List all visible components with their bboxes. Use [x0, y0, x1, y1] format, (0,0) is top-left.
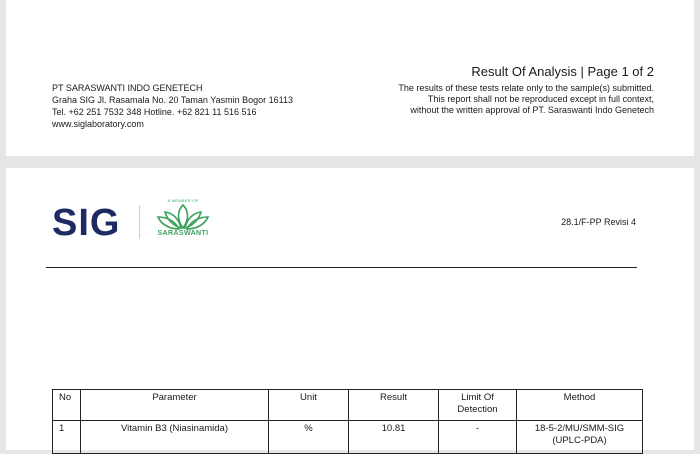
- company-address: Graha SIG Jl. Rasamala No. 20 Taman Yasmin Bogor 16113: [52, 95, 293, 105]
- cell-result: 10.81: [349, 421, 439, 454]
- company-info: [52, 82, 293, 130]
- cell-lod: -: [439, 421, 517, 454]
- report-page-2: [6, 168, 694, 450]
- disclaimer-line: without the written approval of PT. Saraswanti Indo Genetech: [410, 105, 654, 115]
- company-name: PT SARASWANTI INDO GENETECH: [52, 83, 203, 93]
- col-header-no: No: [53, 390, 81, 421]
- logo-divider: [139, 205, 140, 239]
- header-rule: [46, 267, 637, 268]
- sig-logo: SIG: [52, 202, 121, 244]
- table-header-row: [53, 390, 643, 421]
- col-header-parameter: Parameter: [81, 390, 269, 421]
- col-header-unit: Unit: [269, 390, 349, 421]
- saraswanti-member-text: A MEMBER OF: [167, 198, 199, 203]
- table-row: [53, 421, 643, 454]
- saraswanti-leaf-icon: [156, 204, 210, 230]
- report-disclaimer: [398, 83, 654, 116]
- cell-unit: %: [269, 421, 349, 454]
- cell-no: 1: [53, 421, 81, 454]
- results-table: [52, 389, 643, 454]
- disclaimer-line: The results of these tests relate only to the sample(s) submitted.: [398, 83, 654, 93]
- cell-method: 18-5-2/MU/SMM-SIG (UPLC-PDA): [517, 421, 643, 454]
- report-page-1: [6, 0, 694, 156]
- col-header-lod: Limit Of Detection: [439, 390, 517, 421]
- report-title: Result Of Analysis | Page 1 of 2: [471, 64, 654, 79]
- disclaimer-line: This report shall not be reproduced except in full context,: [427, 94, 654, 104]
- document-code: 28.1/F-PP Revisi 4: [561, 217, 636, 227]
- saraswanti-name: SARASWANTI: [157, 230, 209, 237]
- company-phone: Tel. +62 251 7532 348 Hotline. +62 821 11 516 516: [52, 107, 257, 117]
- cell-parameter: Vitamin B3 (Niasinamida): [81, 421, 269, 454]
- col-header-result: Result: [349, 390, 439, 421]
- company-website: www.siglaboratory.com: [52, 119, 144, 129]
- col-header-method: Method: [517, 390, 643, 421]
